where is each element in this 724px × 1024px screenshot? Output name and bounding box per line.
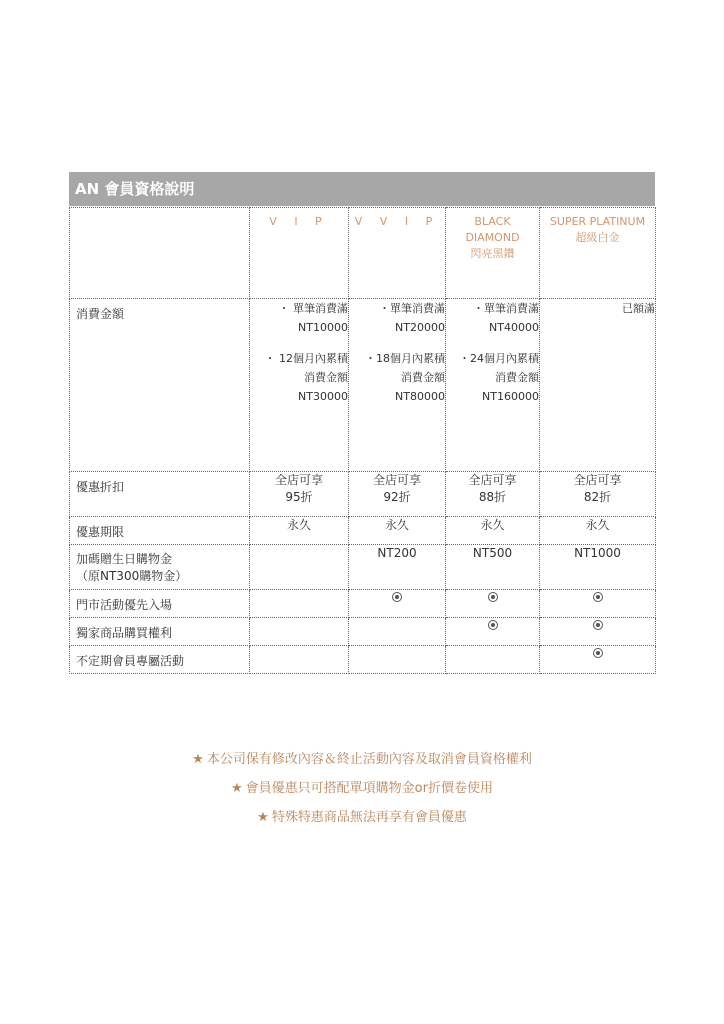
birthday-label-line: 加碼贈生日購物金 [76, 552, 173, 566]
requirement-text: 消費金額 [401, 371, 445, 384]
row-label-discount: 優惠折扣 [70, 472, 250, 517]
discount-text: 全店可享 [372, 473, 421, 487]
tier-vip-header [250, 208, 349, 299]
requirement-text: 消費金額 [495, 371, 539, 384]
tier-name-line: V V I P [354, 215, 440, 228]
requirement-text: ・ 12個月內累積 [264, 352, 348, 365]
discount-cell-super-platinum [540, 472, 656, 517]
period-row [70, 517, 656, 545]
terms-notes [0, 750, 724, 837]
benefit-cell [540, 618, 656, 646]
note-line: ★ 特殊特惠商品無法再享有會員優惠 [257, 810, 467, 825]
tier-name-line: DIAMOND [465, 231, 520, 244]
discount-cell-vip [250, 472, 349, 517]
note-line: ★ 會員優惠只可搭配單項購物金or折價卷使用 [231, 781, 493, 796]
star-icon: ★ [257, 810, 269, 825]
requirement-text: NT10000 [298, 321, 348, 334]
tier-name-line: 閃亮黑鑽 [470, 247, 515, 260]
tier-name-line: V I P [269, 215, 329, 228]
spending-cell-vvip [349, 299, 446, 472]
requirement-text: 已額滿 [622, 302, 655, 315]
requirement-text: ・單筆消費滿 [473, 302, 539, 315]
spacer [250, 337, 348, 349]
discount-row [70, 472, 656, 517]
included-dot-icon [488, 620, 498, 630]
benefit-cell [250, 618, 349, 646]
requirement-text: ・單筆消費滿 [379, 302, 445, 315]
requirement-text: ・18個月內累積 [365, 352, 445, 365]
period-cell-black-diamond: 永久 [446, 517, 540, 545]
discount-cell-black-diamond [446, 472, 540, 517]
benefit-cell [446, 618, 540, 646]
benefit-cell [250, 646, 349, 674]
requirement-text: NT30000 [298, 390, 348, 403]
spacer [446, 337, 539, 349]
included-dot-icon [488, 592, 498, 602]
included-dot-icon [593, 620, 603, 630]
tier-black-diamond-header [446, 208, 540, 299]
star-icon: ★ [192, 752, 204, 767]
row-label-birthday [70, 545, 250, 590]
included-dot-icon [593, 648, 603, 658]
birthday-cell-vvip: NT200 [349, 545, 446, 590]
discount-text: 88折 [478, 490, 507, 504]
row-label-benefit: 獨家商品購買權利 [70, 618, 250, 646]
discount-text: 95折 [285, 490, 313, 504]
birthday-cell-vip [250, 545, 349, 590]
row-label-spending: 消費金額 [70, 299, 250, 472]
discount-text: 全店可享 [573, 473, 622, 487]
period-cell-vip: 永久 [250, 517, 349, 545]
tier-header-row [70, 208, 656, 299]
tier-super-platinum-header [540, 208, 656, 299]
benefit-cell [250, 590, 349, 618]
spending-cell-vip [250, 299, 349, 472]
requirement-text: 消費金額 [304, 371, 348, 384]
discount-text: 92折 [383, 490, 411, 504]
period-cell-vvip: 永久 [349, 517, 446, 545]
star-icon: ★ [231, 781, 243, 796]
tier-name-line: BLACK [474, 215, 511, 228]
benefit-row [70, 646, 656, 674]
discount-cell-vvip [349, 472, 446, 517]
birthday-cell-black-diamond: NT500 [446, 545, 540, 590]
requirement-text: NT80000 [395, 390, 445, 403]
benefit-cell [349, 618, 446, 646]
spending-cell-black-diamond [446, 299, 540, 472]
benefit-cell [349, 590, 446, 618]
empty-corner-cell [70, 208, 250, 299]
membership-table [69, 207, 656, 674]
note-line: ★ 本公司保有修改內容＆終止活動內容及取消會員資格權利 [192, 752, 532, 767]
benefit-cell [446, 590, 540, 618]
benefit-row [70, 590, 656, 618]
tier-vvip-header [349, 208, 446, 299]
discount-text: 82折 [583, 490, 612, 504]
birthday-cell-super-platinum: NT1000 [540, 545, 656, 590]
spending-cell-super-platinum [540, 299, 656, 472]
birthday-row [70, 545, 656, 590]
period-cell-super-platinum: 永久 [540, 517, 656, 545]
page-title: AN 會員資格說明 [69, 172, 655, 206]
benefit-row [70, 618, 656, 646]
birthday-label-note: （原NT300購物金） [76, 569, 188, 583]
spacer [349, 337, 445, 349]
row-label-benefit: 不定期會員專屬活動 [70, 646, 250, 674]
benefit-cell [349, 646, 446, 674]
row-label-benefit: 門市活動優先入場 [70, 590, 250, 618]
requirement-text: NT160000 [482, 390, 539, 403]
tier-name-line: 超級白金 [575, 231, 620, 244]
benefit-cell [540, 590, 656, 618]
included-dot-icon [593, 592, 603, 602]
requirement-text: NT20000 [395, 321, 445, 334]
included-dot-icon [392, 592, 402, 602]
spending-row [70, 299, 656, 472]
benefit-cell [540, 646, 656, 674]
discount-text: 全店可享 [274, 473, 323, 487]
row-label-period: 優惠期限 [70, 517, 250, 545]
discount-text: 全店可享 [468, 473, 517, 487]
requirement-text: ・24個月內累積 [459, 352, 539, 365]
tier-name-line: SUPER PLATINUM [549, 215, 646, 228]
requirement-text: ・ 單筆消費滿 [278, 302, 348, 315]
benefit-cell [446, 646, 540, 674]
requirement-text: NT40000 [489, 321, 539, 334]
